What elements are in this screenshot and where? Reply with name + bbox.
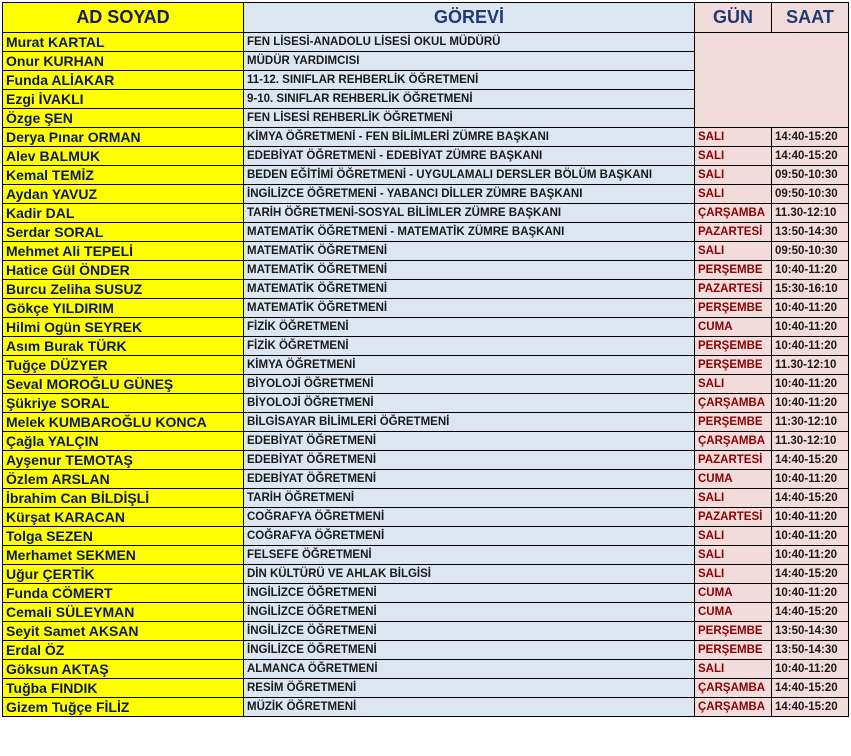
teacher-name: Ezgi İVAKLI bbox=[3, 90, 244, 109]
meeting-day: ÇARŞAMBA bbox=[695, 394, 772, 413]
teacher-name: Uğur ÇERTİK bbox=[3, 565, 244, 584]
meeting-time: 10:40-11:20 bbox=[772, 660, 849, 679]
teacher-duty: COĞRAFYA ÖĞRETMENİ bbox=[244, 508, 695, 527]
header-time: SAAT bbox=[772, 3, 849, 33]
table-row bbox=[3, 147, 849, 166]
teacher-duty: TARİH ÖĞRETMENİ-SOSYAL BİLİMLER ZÜMRE BAŞKANI bbox=[244, 204, 695, 223]
teacher-schedule-table bbox=[2, 2, 849, 717]
teacher-name: Alev BALMUK bbox=[3, 147, 244, 166]
teacher-name: Mehmet Ali TEPELİ bbox=[3, 242, 244, 261]
meeting-day: ÇARŞAMBA bbox=[695, 432, 772, 451]
merged-empty-cell bbox=[695, 33, 849, 128]
teacher-duty: MÜDÜR YARDIMCISI bbox=[244, 52, 695, 71]
table-row bbox=[3, 337, 849, 356]
meeting-day: SALI bbox=[695, 527, 772, 546]
meeting-day: ÇARŞAMBA bbox=[695, 698, 772, 717]
meeting-day: SALI bbox=[695, 147, 772, 166]
meeting-day: SALI bbox=[695, 185, 772, 204]
table-row bbox=[3, 166, 849, 185]
meeting-time: 14:40-15:20 bbox=[772, 603, 849, 622]
teacher-name: Funda CÖMERT bbox=[3, 584, 244, 603]
meeting-day: PERŞEMBE bbox=[695, 641, 772, 660]
meeting-day: PERŞEMBE bbox=[695, 356, 772, 375]
meeting-time: 13:50-14:30 bbox=[772, 641, 849, 660]
meeting-time: 10:40-11:20 bbox=[772, 508, 849, 527]
teacher-duty: BİYOLOJİ ÖĞRETMENİ bbox=[244, 394, 695, 413]
meeting-time: 13:50-14:30 bbox=[772, 622, 849, 641]
teacher-name: Seval MOROĞLU GÜNEŞ bbox=[3, 375, 244, 394]
table-row bbox=[3, 451, 849, 470]
meeting-day: SALI bbox=[695, 489, 772, 508]
meeting-time: 10:40-11:20 bbox=[772, 470, 849, 489]
teacher-name: Aydan YAVUZ bbox=[3, 185, 244, 204]
teacher-duty: MÜZİK ÖĞRETMENİ bbox=[244, 698, 695, 717]
table-row bbox=[3, 603, 849, 622]
table-row bbox=[3, 375, 849, 394]
teacher-duty: İNGİLİZCE ÖĞRETMENİ bbox=[244, 622, 695, 641]
teacher-duty: MATEMATİK ÖĞRETMENİ bbox=[244, 242, 695, 261]
table-row bbox=[3, 679, 849, 698]
teacher-name: Özlem ARSLAN bbox=[3, 470, 244, 489]
meeting-day: PAZARTESİ bbox=[695, 508, 772, 527]
teacher-duty: EDEBİYAT ÖĞRETMENİ - EDEBİYAT ZÜMRE BAŞKANI bbox=[244, 147, 695, 166]
teacher-duty: EDEBİYAT ÖĞRETMENİ bbox=[244, 470, 695, 489]
meeting-time: 11.30-12:10 bbox=[772, 204, 849, 223]
teacher-name: Serdar SORAL bbox=[3, 223, 244, 242]
teacher-duty: KİMYA ÖĞRETMENİ - FEN BİLİMLERİ ZÜMRE BAŞKANI bbox=[244, 128, 695, 147]
table-row bbox=[3, 565, 849, 584]
teacher-duty: İNGİLİZCE ÖĞRETMENİ bbox=[244, 584, 695, 603]
meeting-time: 10:40-11:20 bbox=[772, 546, 849, 565]
meeting-time: 14:40-15:20 bbox=[772, 679, 849, 698]
meeting-day: PERŞEMBE bbox=[695, 413, 772, 432]
table-row bbox=[3, 223, 849, 242]
teacher-duty: FEN LİSESİ-ANADOLU LİSESİ OKUL MÜDÜRÜ bbox=[244, 33, 695, 52]
table-row bbox=[3, 508, 849, 527]
table-row bbox=[3, 280, 849, 299]
meeting-day: SALI bbox=[695, 128, 772, 147]
teacher-name: Burcu Zeliha SUSUZ bbox=[3, 280, 244, 299]
meeting-day: PERŞEMBE bbox=[695, 337, 772, 356]
meeting-time: 14:40-15:20 bbox=[772, 451, 849, 470]
teacher-duty: İNGİLİZCE ÖĞRETMENİ bbox=[244, 641, 695, 660]
meeting-day: SALI bbox=[695, 565, 772, 584]
teacher-name: Seyit Samet AKSAN bbox=[3, 622, 244, 641]
teacher-duty: İNGİLİZCE ÖĞRETMENİ bbox=[244, 603, 695, 622]
meeting-time: 10:40-11:20 bbox=[772, 527, 849, 546]
table-row bbox=[3, 356, 849, 375]
meeting-day: PERŞEMBE bbox=[695, 261, 772, 280]
teacher-name: Funda ALİAKAR bbox=[3, 71, 244, 90]
meeting-day: ÇARŞAMBA bbox=[695, 679, 772, 698]
meeting-day: CUMA bbox=[695, 603, 772, 622]
meeting-time: 14:40-15:20 bbox=[772, 698, 849, 717]
meeting-day: SALI bbox=[695, 546, 772, 565]
teacher-duty: BEDEN EĞİTİMİ ÖĞRETMENİ - UYGULAMALI DERSLER BÖLÜM BAŞKANI bbox=[244, 166, 695, 185]
teacher-name: Kadir DAL bbox=[3, 204, 244, 223]
teacher-name: Hilmi Ogün SEYREK bbox=[3, 318, 244, 337]
meeting-time: 09:50-10:30 bbox=[772, 166, 849, 185]
teacher-duty: ALMANCA ÖĞRETMENİ bbox=[244, 660, 695, 679]
teacher-name: Gökçe YILDIRIM bbox=[3, 299, 244, 318]
meeting-time: 09:50-10:30 bbox=[772, 242, 849, 261]
table-body bbox=[3, 33, 849, 717]
teacher-duty: İNGİLİZCE ÖĞRETMENİ - YABANCI DİLLER ZÜMRE BAŞKANI bbox=[244, 185, 695, 204]
meeting-day: PAZARTESİ bbox=[695, 451, 772, 470]
teacher-duty: TARİH ÖĞRETMENİ bbox=[244, 489, 695, 508]
meeting-day: SALI bbox=[695, 242, 772, 261]
meeting-time: 11:30-12:10 bbox=[772, 413, 849, 432]
teacher-name: Cemali SÜLEYMAN bbox=[3, 603, 244, 622]
meeting-time: 10:40-11:20 bbox=[772, 318, 849, 337]
table-row bbox=[3, 432, 849, 451]
table-row bbox=[3, 584, 849, 603]
meeting-time: 10:40-11:20 bbox=[772, 337, 849, 356]
teacher-duty: DİN KÜLTÜRÜ VE AHLAK BİLGİSİ bbox=[244, 565, 695, 584]
meeting-time: 14:40-15:20 bbox=[772, 565, 849, 584]
meeting-time: 10:40-11:20 bbox=[772, 584, 849, 603]
teacher-name: Çağla YALÇIN bbox=[3, 432, 244, 451]
teacher-duty: EDEBİYAT ÖĞRETMENİ bbox=[244, 432, 695, 451]
table-row bbox=[3, 318, 849, 337]
meeting-day: PERŞEMBE bbox=[695, 622, 772, 641]
teacher-name: Asım Burak TÜRK bbox=[3, 337, 244, 356]
meeting-day: ÇARŞAMBA bbox=[695, 204, 772, 223]
teacher-duty: MATEMATİK ÖĞRETMENİ bbox=[244, 261, 695, 280]
teacher-name: Erdal ÖZ bbox=[3, 641, 244, 660]
table-row bbox=[3, 242, 849, 261]
teacher-duty: KİMYA ÖĞRETMENİ bbox=[244, 356, 695, 375]
table-row bbox=[3, 698, 849, 717]
table-row bbox=[3, 261, 849, 280]
teacher-duty: RESİM ÖĞRETMENİ bbox=[244, 679, 695, 698]
teacher-name: Gizem Tuğçe FİLİZ bbox=[3, 698, 244, 717]
table-row bbox=[3, 546, 849, 565]
teacher-name: Tuğba FINDIK bbox=[3, 679, 244, 698]
teacher-name: Hatice Gül ÖNDER bbox=[3, 261, 244, 280]
teacher-name: Göksun AKTAŞ bbox=[3, 660, 244, 679]
teacher-name: Murat KARTAL bbox=[3, 33, 244, 52]
teacher-duty: COĞRAFYA ÖĞRETMENİ bbox=[244, 527, 695, 546]
teacher-name: Tolga SEZEN bbox=[3, 527, 244, 546]
teacher-duty: FEN LİSESİ REHBERLİK ÖĞRETMENİ bbox=[244, 109, 695, 128]
teacher-name: İbrahim Can BİLDİŞLİ bbox=[3, 489, 244, 508]
meeting-day: PERŞEMBE bbox=[695, 299, 772, 318]
table-row bbox=[3, 527, 849, 546]
teacher-duty: 9-10. SINIFLAR REHBERLİK ÖĞRETMENİ bbox=[244, 90, 695, 109]
teacher-name: Merhamet SEKMEN bbox=[3, 546, 244, 565]
teacher-duty: BİYOLOJİ ÖĞRETMENİ bbox=[244, 375, 695, 394]
table-row bbox=[3, 33, 849, 52]
meeting-day: PAZARTESİ bbox=[695, 280, 772, 299]
meeting-time: 11.30-12:10 bbox=[772, 356, 849, 375]
meeting-day: SALI bbox=[695, 660, 772, 679]
meeting-day: SALI bbox=[695, 166, 772, 185]
meeting-time: 10:40-11:20 bbox=[772, 375, 849, 394]
teacher-duty: FİZİK ÖĞRETMENİ bbox=[244, 318, 695, 337]
header-row bbox=[3, 3, 849, 33]
header-day: GÜN bbox=[695, 3, 772, 33]
teacher-duty: EDEBİYAT ÖĞRETMENİ bbox=[244, 451, 695, 470]
teacher-name: Kemal TEMİZ bbox=[3, 166, 244, 185]
teacher-duty: 11-12. SINIFLAR REHBERLİK ÖĞRETMENİ bbox=[244, 71, 695, 90]
meeting-day: PAZARTESİ bbox=[695, 223, 772, 242]
meeting-day: CUMA bbox=[695, 318, 772, 337]
teacher-duty: MATEMATİK ÖĞRETMENİ bbox=[244, 299, 695, 318]
table-row bbox=[3, 413, 849, 432]
teacher-name: Melek KUMBAROĞLU KONCA bbox=[3, 413, 244, 432]
teacher-name: Şükriye SORAL bbox=[3, 394, 244, 413]
meeting-time: 10:40-11:20 bbox=[772, 394, 849, 413]
meeting-time: 09:50-10:30 bbox=[772, 185, 849, 204]
teacher-duty: MATEMATİK ÖĞRETMENİ bbox=[244, 280, 695, 299]
meeting-time: 13:50-14:30 bbox=[772, 223, 849, 242]
teacher-duty: MATEMATİK ÖĞRETMENİ - MATEMATİK ZÜMRE BAŞKANI bbox=[244, 223, 695, 242]
table-row bbox=[3, 394, 849, 413]
meeting-day: CUMA bbox=[695, 470, 772, 489]
teacher-name: Özge ŞEN bbox=[3, 109, 244, 128]
table-row bbox=[3, 128, 849, 147]
teacher-duty: FİZİK ÖĞRETMENİ bbox=[244, 337, 695, 356]
meeting-time: 11.30-12:10 bbox=[772, 432, 849, 451]
table-row bbox=[3, 641, 849, 660]
table-row bbox=[3, 299, 849, 318]
table-row bbox=[3, 660, 849, 679]
teacher-name: Onur KURHAN bbox=[3, 52, 244, 71]
table-row bbox=[3, 622, 849, 641]
table-row bbox=[3, 204, 849, 223]
header-name: AD SOYAD bbox=[3, 3, 244, 33]
meeting-day: CUMA bbox=[695, 584, 772, 603]
meeting-time: 14:40-15:20 bbox=[772, 147, 849, 166]
meeting-time: 10:40-11:20 bbox=[772, 261, 849, 280]
teacher-duty: BİLGİSAYAR BİLİMLERİ ÖĞRETMENİ bbox=[244, 413, 695, 432]
teacher-name: Tuğçe DÜZYER bbox=[3, 356, 244, 375]
meeting-time: 14:40-15:20 bbox=[772, 128, 849, 147]
teacher-name: Kürşat KARACAN bbox=[3, 508, 244, 527]
meeting-time: 14:40-15:20 bbox=[772, 489, 849, 508]
table-row bbox=[3, 470, 849, 489]
table-row bbox=[3, 185, 849, 204]
teacher-duty: FELSEFE ÖĞRETMENİ bbox=[244, 546, 695, 565]
teacher-name: Derya Pınar ORMAN bbox=[3, 128, 244, 147]
meeting-day: SALI bbox=[695, 375, 772, 394]
header-duty: GÖREVİ bbox=[244, 3, 695, 33]
teacher-name: Ayşenur TEMOTAŞ bbox=[3, 451, 244, 470]
meeting-time: 10:40-11:20 bbox=[772, 299, 849, 318]
table-row bbox=[3, 489, 849, 508]
meeting-time: 15:30-16:10 bbox=[772, 280, 849, 299]
